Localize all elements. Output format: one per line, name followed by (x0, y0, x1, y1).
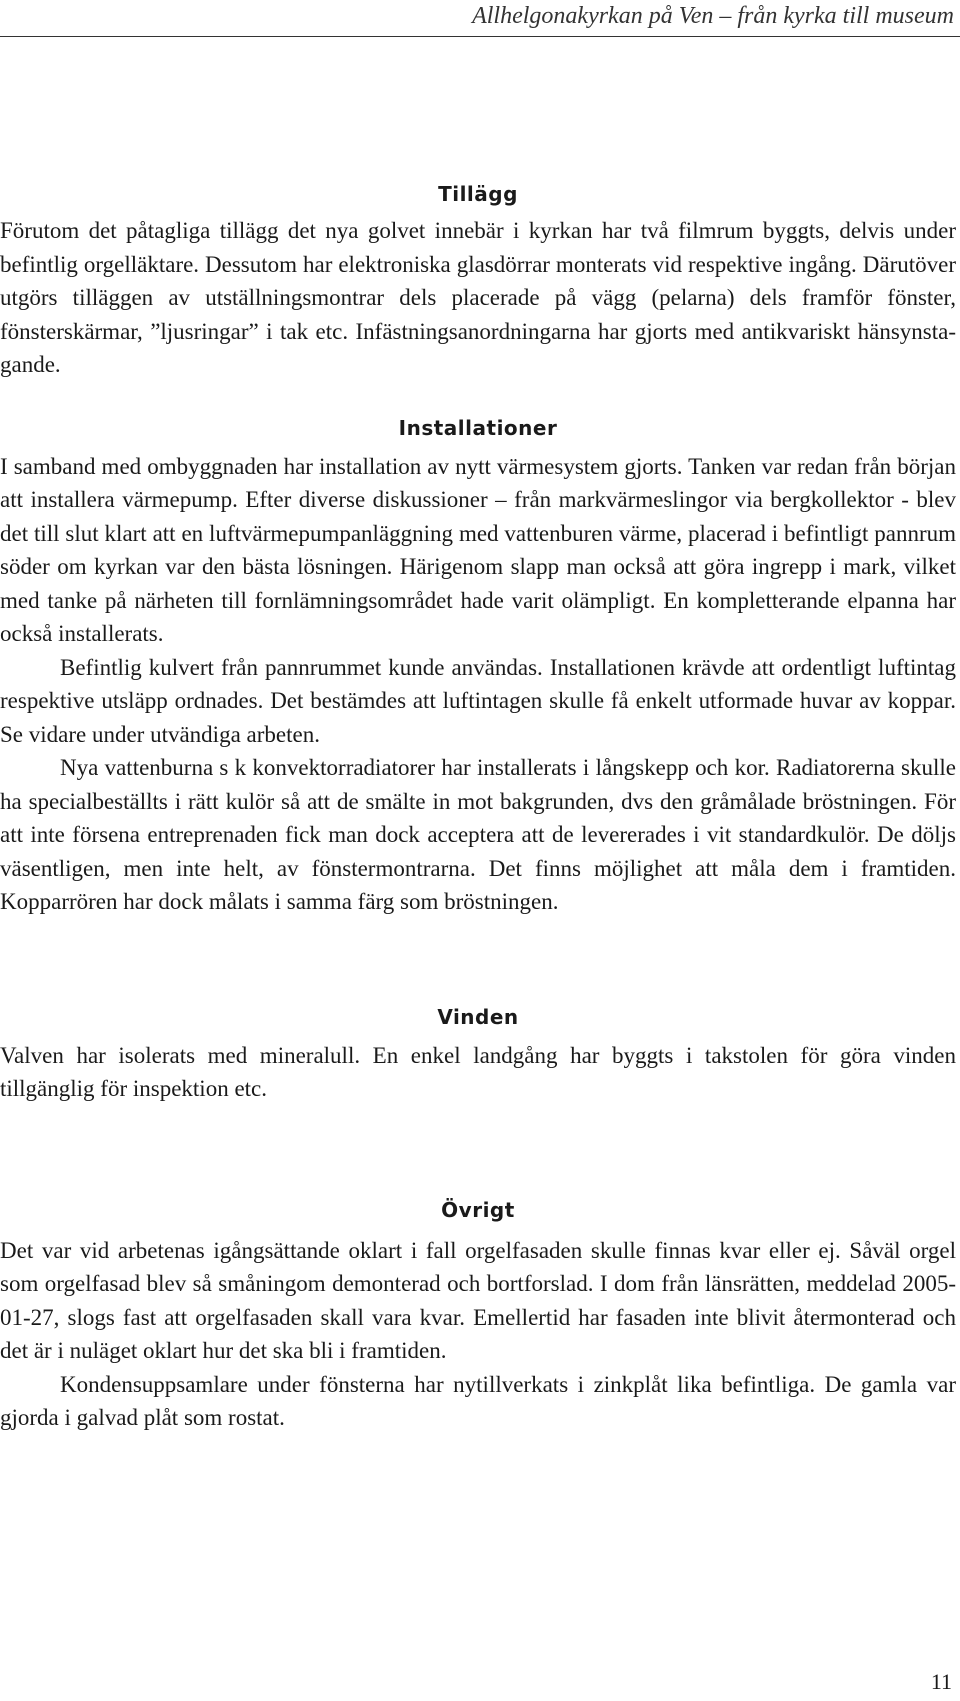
paragraph: Valven har isolerats med mineralull. En enkel landgång har byggts i takstolen för göra vinden tillgänglig för inspektion etc. (0, 1042, 956, 1101)
paragraph: I samband med ombyggnaden har installation av nytt värmesystem gjorts. Tanken var redan från början att installera värmepump. Efter diverse diskussioner – från markvärmeslingor via bergkollektor - blev det till slut klart att en luftvärmepumpanläggning med vattenburen värme, placerad i befintligt pannrum söder om kyrkan var den bästa lösningen. Härigenom slapp man också att göra ingrepp i mark, vilket med tanke på närheten till fornlämningsområdet hade varit olämpligt. En kompletterande elpanna har också installerats. (0, 453, 956, 646)
section-ovrigt (0, 1196, 956, 1435)
page-body (0, 180, 956, 1435)
section-heading-vinden: Vinden (437, 1004, 519, 1029)
section-installationer (0, 414, 956, 919)
section-heading-ovrigt: Övrigt (441, 1197, 515, 1222)
section-tillagg (0, 180, 956, 382)
paragraph: Kondensuppsamlare under fönsterna har nytillverkats i zinkplåt lika befintliga. De gamla var gjorda i galvad plåt som rostat. (0, 1371, 956, 1430)
section-heading-tillagg: Tillägg (438, 182, 518, 206)
paragraph: Befintlig kulvert från pannrummet kunde användas. Installationen krävde att ordentligt luftintag respektive utsläpp ordnades. Det bestämdes att luftintagen skulle få enkelt utformade huvar av koppar. Se vidare under utvändiga arbeten. (0, 654, 956, 747)
running-header: Allhelgonakyrkan på Ven – från kyrka till museum (472, 3, 954, 29)
paragraph: Förutom det påtagliga tillägg det nya golvet innebär i kyrkan har två filmrum byggts, delvis under befintlig orgelläktare. Dessutom har elektroniska glasdörrar monterats vid respektive ingång. Därutöver utgörs tilläggen av utställningsmontrar dels placerade på vägg (pelarna) dels framför fönster, fönsterskärmar, ”ljusringar” i tak etc. Infästningsanordningarna har gjorts med antikvariskt hänsynstagande. (0, 218, 956, 377)
section-vinden (0, 1003, 956, 1106)
paragraph: Nya vattenburna s k konvektorradiatorer har installerats i långskepp och kor. Radiatorerna skulle ha specialbeställts i rätt kulör så att de smälte in mot bakgrunden, dvs den gråmålade bröstningen. För att inte försena entreprenaden fick man dock acceptera att de levererades i vit standardkulör. De döljs väsentligen, men inte helt, av fönstermontrarna. Det finns möjlighet att måla dem i framtiden. Kopparrören har dock målats i samma färg som bröstningen. (0, 755, 956, 914)
section-heading-installationer: Installationer (398, 415, 558, 440)
page-number: 11 (930, 1669, 952, 1694)
header-rule (0, 36, 960, 37)
paragraph: Det var vid arbetenas igångsättande oklart i fall orgelfasaden skulle finnas kvar eller ej. Såväl orgel som orgelfasad blev så småningom demonterad och bortforslad. I dom från länsrätten, meddelad 2005-01-27, slogs fast att orgelfasaden skall vara kvar. Emellertid har fasaden inte blivit återmonterad och det är i nuläget oklart hur det ska bli i framtiden. (0, 1237, 956, 1363)
